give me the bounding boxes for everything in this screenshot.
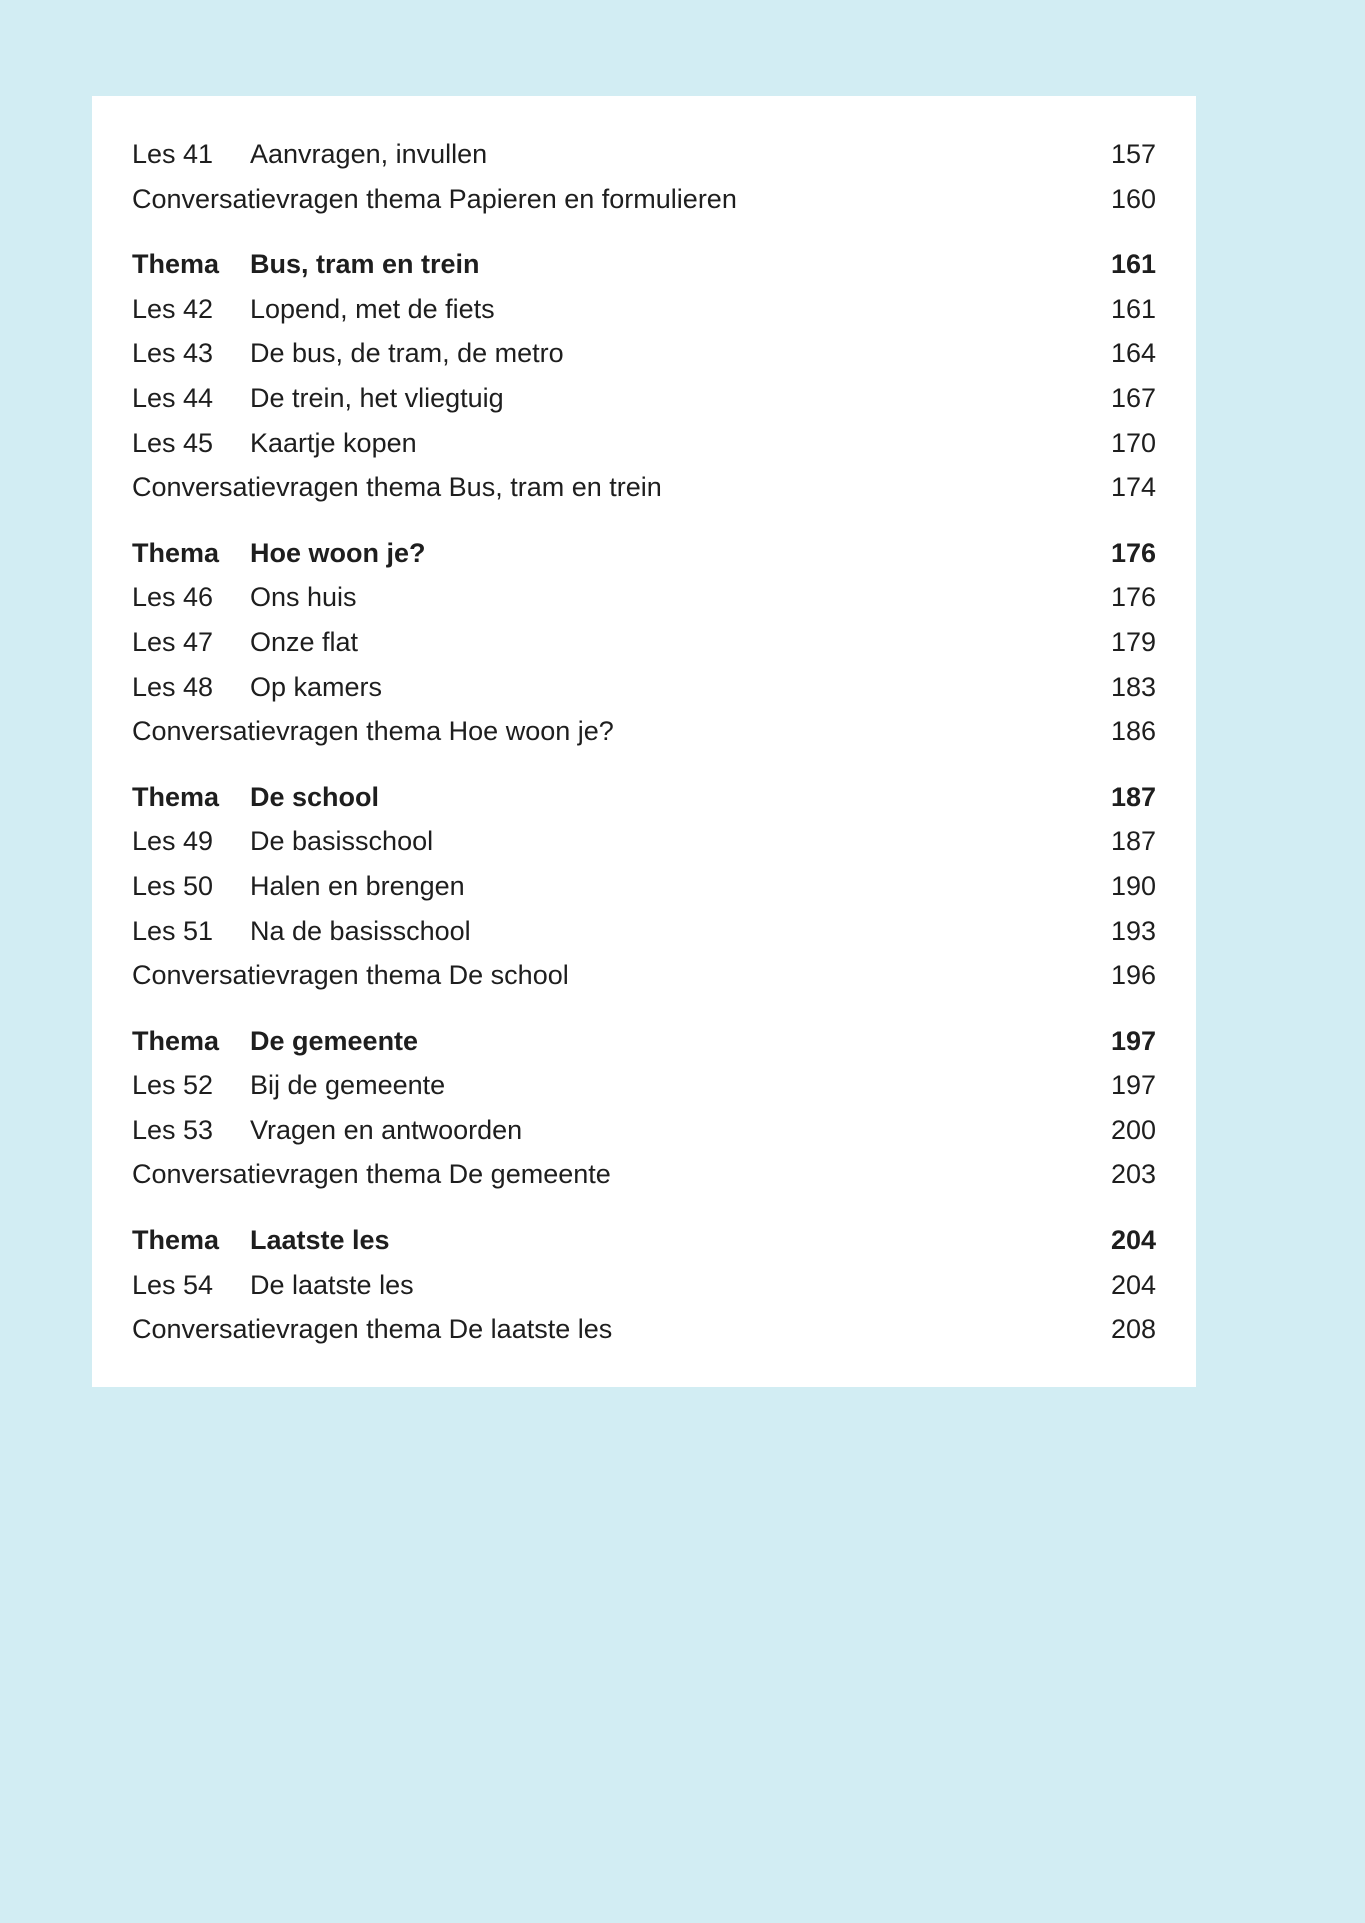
toc-lesson-number: Les 41 (132, 139, 214, 169)
toc-page-number: 208 (1110, 1314, 1156, 1345)
toc-entry-title: Onze flat (250, 626, 359, 657)
toc-entry-title: Ons huis (250, 582, 357, 613)
toc-page-number: 190 (1110, 870, 1156, 901)
toc-page-number: 170 (1110, 427, 1156, 458)
toc-lesson-row (132, 1263, 1156, 1308)
toc-lesson-number: Les 45 (132, 427, 214, 458)
toc-entry-title: De basisschool (250, 826, 434, 857)
toc-page-number: 204 (1110, 1269, 1156, 1300)
toc-entry-title: Kaartje kopen (250, 427, 417, 458)
toc-entry-title: De bus, de tram, de metro (250, 338, 564, 369)
toc-theme-label: Thema (132, 781, 220, 812)
toc-entry-title: Bus, tram en trein (250, 249, 480, 280)
toc-entry-title: Conversatievragen thema Papieren en formulieren (132, 183, 737, 214)
toc-theme-label: Thema (132, 1025, 220, 1056)
toc-page-number: 160 (1110, 183, 1156, 214)
toc-theme-row (132, 775, 1156, 820)
toc-page-number: 187 (1110, 781, 1156, 812)
toc-lesson-number: Les 51 (132, 915, 214, 946)
toc-page-number: 164 (1110, 338, 1156, 369)
toc-lesson-number: Les 42 (132, 293, 214, 324)
toc-lesson-row (132, 1108, 1156, 1153)
toc-theme-label: Thema (132, 249, 220, 280)
toc-lesson-number: Les 48 (132, 671, 214, 702)
toc-page-number: 157 (1110, 139, 1156, 169)
toc-theme-row (132, 531, 1156, 576)
toc-theme-row (132, 1218, 1156, 1263)
toc-entry-title: Vragen en antwoorden (250, 1114, 523, 1145)
toc-entry-title: Conversatievragen thema De gemeente (132, 1159, 611, 1190)
toc-lesson-number: Les 54 (132, 1269, 214, 1300)
toc-page-number: 179 (1110, 626, 1156, 657)
toc-lesson-row (132, 132, 1156, 177)
toc-entry-title: Lopend, met de fiets (250, 293, 495, 324)
toc-conversation-row (132, 177, 1156, 222)
toc-entry-title: Halen en brengen (250, 870, 465, 901)
toc-lesson-row (132, 665, 1156, 710)
toc-entry-title: De trein, het vliegtuig (250, 382, 504, 413)
toc-lesson-row (132, 819, 1156, 864)
toc-page-number: 197 (1110, 1070, 1156, 1101)
table-of-contents (92, 96, 1196, 1387)
toc-lesson-row (132, 575, 1156, 620)
toc-entry-title: De laatste les (250, 1269, 414, 1300)
toc-page-number: 186 (1110, 716, 1156, 747)
toc-entry-title: Conversatievragen thema Hoe woon je? (132, 716, 614, 747)
toc-lesson-row (132, 620, 1156, 665)
toc-lesson-number: Les 46 (132, 582, 214, 613)
toc-page-number: 193 (1110, 915, 1156, 946)
toc-page-number: 203 (1110, 1159, 1156, 1190)
toc-page-number: 196 (1110, 960, 1156, 991)
toc-conversation-row (132, 953, 1156, 998)
toc-lesson-row (132, 287, 1156, 332)
toc-page-number: 176 (1110, 537, 1156, 568)
toc-lesson-number: Les 50 (132, 870, 214, 901)
toc-entry-title: Na de basisschool (250, 915, 471, 946)
toc-theme-row (132, 242, 1156, 287)
toc-entry-title: De gemeente (250, 1025, 419, 1056)
toc-page-number: 200 (1110, 1114, 1156, 1145)
toc-entry-title: Conversatievragen thema De laatste les (132, 1314, 613, 1345)
toc-page-number: 161 (1110, 293, 1156, 324)
toc-page-number: 183 (1110, 671, 1156, 702)
toc-lesson-number: Les 43 (132, 338, 214, 369)
toc-page-number: 176 (1110, 582, 1156, 613)
toc-page-number: 197 (1110, 1025, 1156, 1056)
toc-conversation-row (132, 709, 1156, 754)
toc-page-number: 174 (1110, 472, 1156, 503)
toc-entry-title: Hoe woon je? (250, 537, 426, 568)
toc-lesson-row (132, 421, 1156, 466)
toc-list (132, 132, 1156, 1352)
toc-theme-label: Thema (132, 537, 220, 568)
toc-entry-title: De school (250, 781, 380, 812)
toc-lesson-number: Les 47 (132, 626, 214, 657)
toc-lesson-number: Les 53 (132, 1114, 214, 1145)
toc-page-number: 187 (1110, 826, 1156, 857)
toc-lesson-row (132, 864, 1156, 909)
toc-theme-label: Thema (132, 1225, 220, 1256)
toc-entry-title: Op kamers (250, 671, 383, 702)
toc-page-number: 167 (1110, 382, 1156, 413)
toc-page-number: 204 (1110, 1225, 1156, 1256)
toc-lesson-number: Les 49 (132, 826, 214, 857)
toc-entry-title: Laatste les (250, 1225, 390, 1256)
toc-theme-row (132, 1019, 1156, 1064)
toc-lesson-row (132, 376, 1156, 421)
toc-page-number: 161 (1110, 249, 1156, 280)
toc-lesson-row (132, 1063, 1156, 1108)
toc-conversation-row (132, 1307, 1156, 1352)
toc-lesson-number: Les 44 (132, 382, 214, 413)
toc-entry-title: Conversatievragen thema De school (132, 960, 569, 991)
toc-conversation-row (132, 1152, 1156, 1197)
toc-lesson-row (132, 909, 1156, 954)
toc-conversation-row (132, 465, 1156, 510)
toc-entry-title: Aanvragen, invullen (250, 139, 488, 169)
toc-entry-title: Bij de gemeente (250, 1070, 446, 1101)
toc-lesson-number: Les 52 (132, 1070, 214, 1101)
toc-entry-title: Conversatievragen thema Bus, tram en trein (132, 472, 662, 503)
toc-lesson-row (132, 331, 1156, 376)
